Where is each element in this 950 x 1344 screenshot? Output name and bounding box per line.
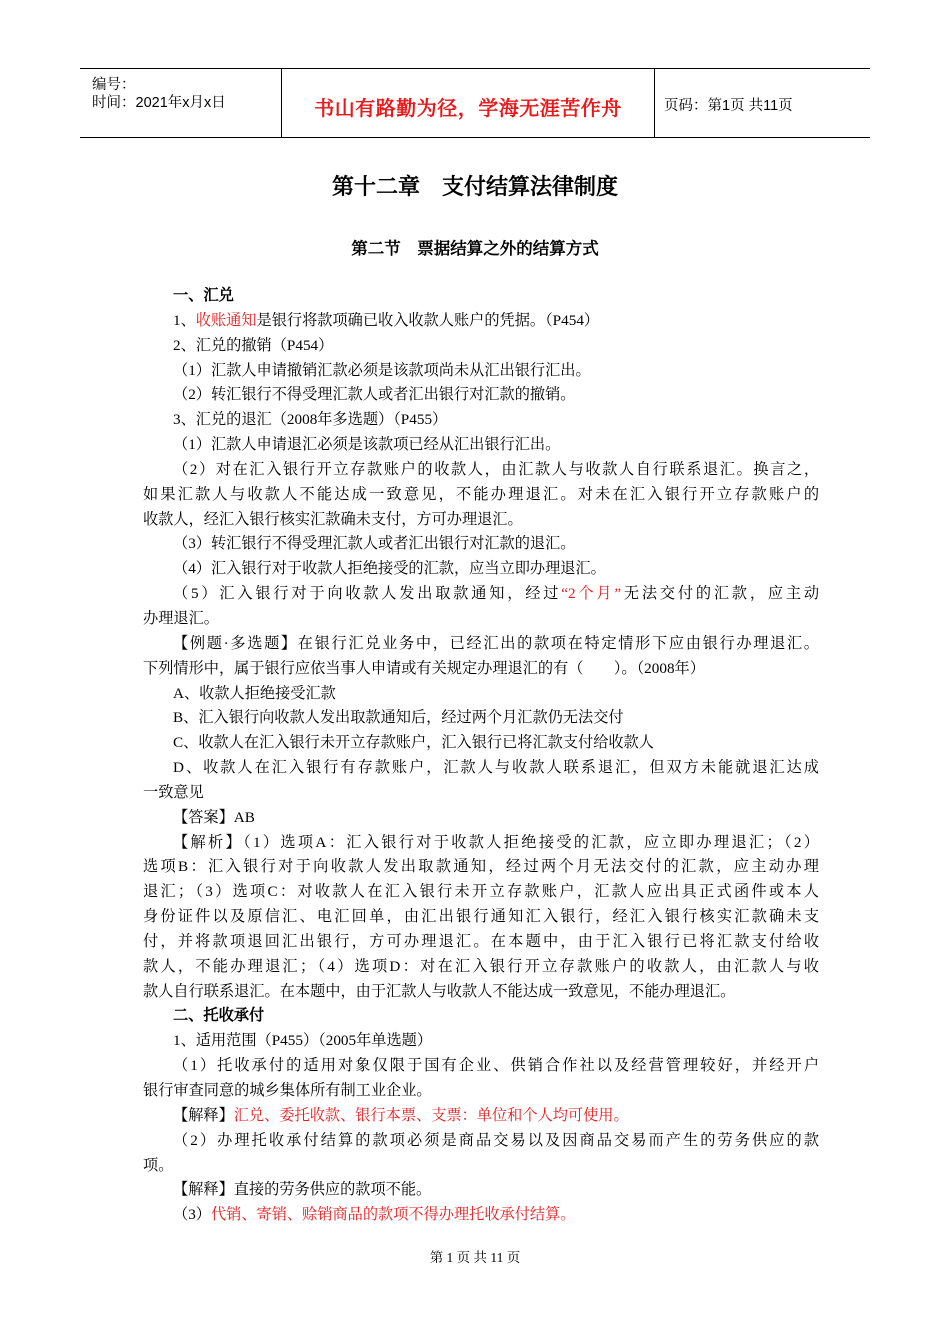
explanation: 付，并将款项退回汇出银行，方可办理退汇。在本题中，由于汇入银行已将汇款支付给收: [143, 932, 819, 950]
paragraph: （2）对在汇入银行开立存款账户的收款人，由汇款人与收款人自行联系退汇。换言之，: [173, 460, 819, 478]
chapter-title: 第十二章 支付结算法律制度: [331, 174, 618, 199]
paragraph: 1、收账通知是银行将款项确已收入收款人账户的凭据。（P454）: [173, 311, 600, 329]
heading-remittance: 一、汇兑: [173, 287, 234, 304]
highlight-term: 代销、寄销、赊销商品的款项不得办理托收承付结算。: [210, 1206, 576, 1224]
motto-text: 书山有路勤为径，学海无涯苦作舟: [314, 98, 622, 120]
option-b: B、汇入银行向收款人发出取款通知后，经过两个月汇款仍无法交付: [173, 709, 624, 727]
note: 【解释】汇兑、委托收款、银行本票、支票：单位和个人均可使用。: [173, 1106, 629, 1124]
paragraph: 办理退汇。: [143, 609, 219, 627]
document-body: [143, 284, 819, 1228]
explanation: 退汇；（3）选项C：对收款人在汇入银行未开立存款账户，汇款人应出具正式函件或本人: [143, 883, 819, 901]
answer: 【答案】AB: [173, 808, 255, 826]
paragraph: 如果汇款人与收款人不能达成一致意见，不能办理退汇。对未在汇入银行开立存款账户的: [143, 485, 819, 503]
highlight-term: 收账通知: [195, 311, 257, 329]
explanation: 【解析】（1）选项A：汇入银行对于收款人拒绝接受的汇款，应立即办理退汇；（2）: [173, 833, 819, 851]
paragraph: （3）转汇银行不得受理汇款人或者汇出银行对汇款的退汇。: [173, 535, 576, 553]
paragraph: （2）转汇银行不得受理汇款人或者汇出银行对汇款的撤销。: [173, 386, 576, 404]
header-table: [80, 68, 870, 138]
explanation: 款人自行联系退汇。在本题中，由于汇款人与收款人不能达成一致意见，不能办理退汇。: [143, 982, 736, 1000]
section-title: 第二节 票据结算之外的结算方式: [351, 240, 599, 258]
paragraph: 银行审查同意的城乡集体所有制工业企业。: [143, 1082, 432, 1099]
paragraph: （1）汇款人申请退汇必须是该款项已经从汇出银行汇出。: [173, 436, 561, 454]
option-a: A、收款人拒绝接受汇款: [173, 684, 336, 702]
example-question: 【例题·多选题】在银行汇兑业务中，已经汇出的款项在特定情形下应由银行办理退汇。: [173, 634, 819, 652]
doc-date-label: 时间：2021年x月x日: [92, 95, 226, 111]
option-c: C、收款人在汇入银行未开立存款账户，汇入银行已将汇款支付给收款人: [173, 734, 654, 752]
header-page-cell: [654, 69, 870, 137]
note: 【解释】直接的劳务供应的款项不能。: [173, 1181, 432, 1199]
explanation: 款人，不能办理退汇；（4）选项D：对在汇入银行开立存款账户的收款人，由汇款人与收: [143, 957, 819, 975]
header-info-cell: [80, 69, 280, 137]
heading-collection-acceptance: 二、托收承付: [173, 1007, 265, 1025]
paragraph: （1）汇款人申请撤销汇款必须是该款项尚未从汇出银行汇出。: [173, 361, 591, 379]
header-motto-cell: [281, 69, 655, 137]
page-info: 页码：第1页 共11页: [664, 98, 793, 114]
paragraph: 项。: [143, 1156, 174, 1174]
explanation: 选项B：汇入银行对于向收款人发出取款通知，经过两个月无法交付的汇款，应主动办理: [143, 858, 819, 876]
paragraph: （4）汇入银行对于收款人拒绝接受的汇款，应当立即办理退汇。: [173, 560, 606, 578]
example-question: 下列情形中，属于银行应依当事人申请或有关规定办理退汇的有（ ）。（2008年）: [143, 659, 705, 677]
option-d: 一致意见: [143, 783, 204, 801]
explanation: 身份证件以及原信汇、电汇回单，由汇出银行通知汇入银行，经汇入银行核实汇款确未支: [143, 908, 819, 926]
paragraph: （1）托收承付的适用对象仅限于国有企业、供销合作社以及经营管理较好，并经开户: [173, 1057, 819, 1075]
highlight-term: “2个月”: [561, 585, 622, 603]
paragraph: 3、汇兑的退汇（2008年多选题）（P455）: [173, 411, 448, 429]
highlight-term: 汇兑、委托收款、银行本票、支票：单位和个人均可使用。: [233, 1106, 629, 1124]
paragraph: （3）代销、寄销、赊销商品的款项不得办理托收承付结算。: [173, 1206, 576, 1224]
paragraph: 收款人，经汇入银行核实汇款确未支付，方可办理退汇。: [143, 510, 523, 528]
page-footer: 第 1 页 共 11 页: [429, 1250, 521, 1265]
paragraph: 1、适用范围（P455）（2005年单选题）: [173, 1032, 433, 1050]
paragraph: 2、汇兑的撤销（P454）: [173, 336, 334, 354]
option-d: D、收款人在汇入银行有存款账户，汇款人与收款人联系退汇，但双方未能就退汇达成: [173, 759, 819, 777]
doc-number-label: 编号：: [92, 77, 136, 93]
paragraph: （2）办理托收承付结算的款项必须是商品交易以及因商品交易而产生的劳务供应的款: [173, 1131, 819, 1149]
paragraph: （5）汇入银行对于向收款人发出取款通知，经过“2个月”无法交付的汇款，应主动: [173, 585, 819, 603]
